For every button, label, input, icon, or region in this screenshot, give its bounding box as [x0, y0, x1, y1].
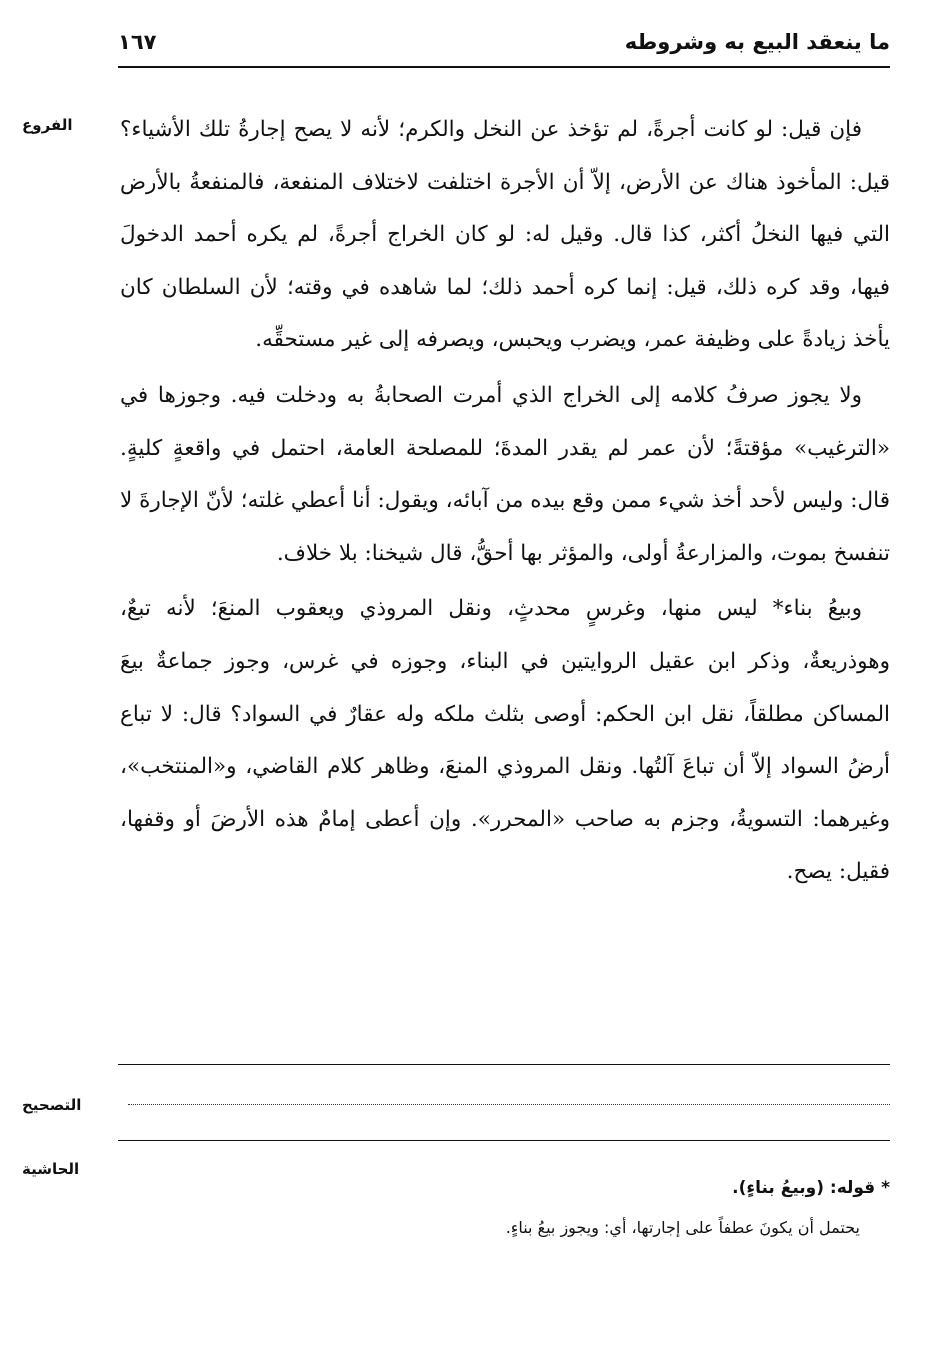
paragraph: وبيعُ بناء* ليس منها، وغرسٍ محدثٍ، ونقل المروذي ويعقوب المنعَ؛ لأنه تبعٌ، وهوذريعةٌ، وذكر ابن عقيل الروايتين في البناء، وجوزه في غرس، وجوز جماعةٌ بيعَ المساكن مطلقاً، نقل ابن الحكم: أوصى بثلث ملكه وله عقارٌ في السواد؟ قال: لا تباع أرضُ السواد إلاّ أن تباعَ آلتُها. ونقل المروذي المنعَ، وظاهر كلام القاضي، و«المنتخب»، وغيرهما: التسويةُ، وجزم به صاحب «المحرر». وإن أعطى إمامٌ هذه الأرضَ أو وقفها، فقيل: يصح. — [120, 596, 890, 885]
margin-label-furu: الفروع — [22, 116, 73, 134]
running-title: ما ينعقد البيع به وشروطه — [624, 30, 890, 54]
page-header — [118, 30, 890, 60]
paragraph: ولا يجوز صرفُ كلامه إلى الخراج الذي أمرت الصحابةُ به ودخلت فيه. وجوزها في «الترغيب» مؤقتةً؛ لأن عمر لم يقدر المدةَ؛ للمصلحة العامة، احتمل في واقعةٍ كليةٍ. قال: وليس لأحد أخذ شيء ممن وقع بيده من آبائه، ويقول: أنا أعطي غلته؛ لأنّ الإجارةَ لا تنفسخ بموت، والمزارعةُ أولى، والمؤثر بها أحقُّ، قال شيخنا: بلا خلاف. — [120, 382, 890, 566]
header-rule — [118, 66, 890, 68]
section-rule-top — [118, 1064, 890, 1065]
margin-label-tashih: التصحيح — [22, 1096, 82, 1114]
margin-label-hashiya: الحاشية — [22, 1160, 80, 1178]
paragraph: فإن قيل: لو كانت أجرةً، لم تؤخذ عن النخل والكرم؛ لأنه لا يصح إجارةُ تلك الأشياء؟ قيل: المأخوذ هناك عن الأرض، إلاّ أن الأجرة اختلفت لاختلاف المنفعة، فالمنفعةُ بالأرض التي فيها النخلُ أكثر، كذا قال. وقيل له: لو كان الخراج أجرةً، لم يكره أحمد الدخولَ فيها، وقد كره ذلك، قيل: إنما كره أحمد ذلك؛ لما شاهده في وقته؛ لأن السلطان كان يأخذ زيادةً على وظيفة عمر، ويضرب ويحبس، ويصرفه إلى غير مستحقِّه. — [120, 117, 890, 353]
section-rule-bottom — [118, 1140, 890, 1141]
main-text — [120, 104, 890, 899]
footnote-text: يحتمل أن يكونَ عطفاً على إجارتها، أي: ويجوز بيعُ بناءٍ. — [505, 1218, 860, 1237]
footnote — [120, 1168, 890, 1248]
page-number: ١٦٧ — [118, 30, 157, 54]
footnote-heading: * قوله: (وبيعُ بناءٍ). — [732, 1178, 890, 1198]
tashih-dotted-line — [128, 1104, 890, 1105]
